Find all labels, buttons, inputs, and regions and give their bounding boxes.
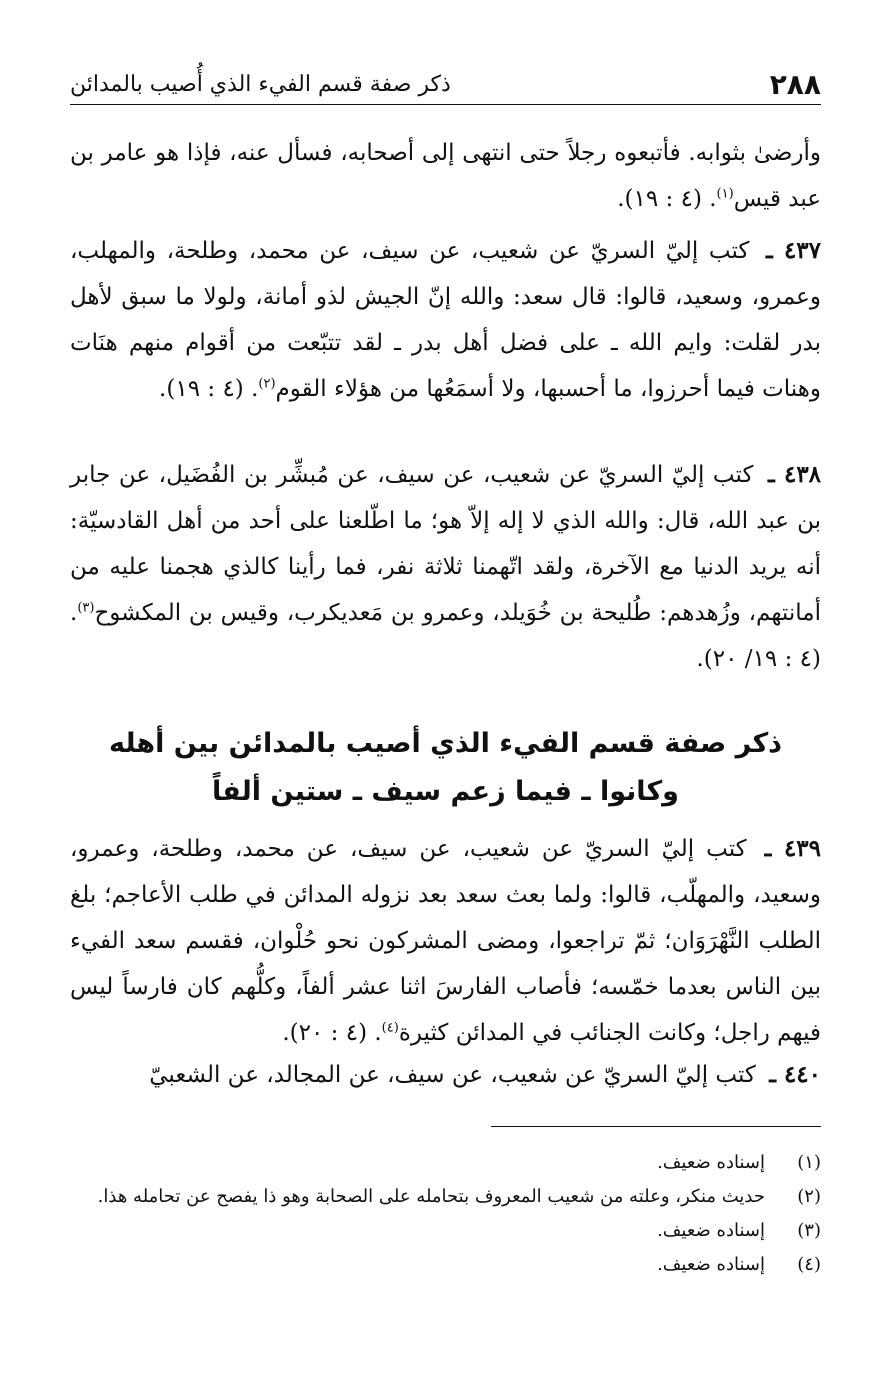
paragraph-437 <box>70 228 821 412</box>
paragraph-ref: . (٤ : ١٩). <box>159 376 259 402</box>
footnote-divider <box>491 1126 821 1127</box>
footnote-item <box>70 1182 821 1212</box>
paragraph-ref: . (٤ : ٢٠). <box>282 1020 382 1046</box>
footnote-mark: (٢) <box>797 1186 821 1207</box>
paragraph-number: ٤٤٠ ـ <box>769 1061 821 1088</box>
section-heading: ذكر صفة قسم الفيء الذي أصيب بالمدائن بين أهله وكانوا ـ فيما زعم سيف ـ ستين ألفاً <box>108 728 783 807</box>
paragraph-ref: . (٤ : ١٩/ ٢٠). <box>70 600 821 672</box>
footnote-mark: (١) <box>797 1152 821 1173</box>
paragraph-440 <box>70 1052 821 1098</box>
paragraph-number: ٤٣٧ ـ <box>765 237 821 264</box>
paragraph-number: ٤٣٨ ـ <box>767 461 822 488</box>
running-title: ذكر صفة قسم الفيء الذي أُصيب بالمدائن <box>70 72 451 97</box>
footnote-text: إسناده ضعيف. <box>657 1220 765 1241</box>
footnote-ref: (٢) <box>258 376 276 392</box>
page-number: ٢٨٨ <box>769 68 821 101</box>
paragraph-439 <box>70 826 821 1056</box>
footnote-item <box>70 1216 821 1246</box>
footnote-item <box>70 1250 821 1280</box>
paragraph-438 <box>70 452 821 682</box>
footnotes <box>70 1148 821 1284</box>
footnote-text: حديث منكر، وعلته من شعيب المعروف بتحامله على الصحابة وهو ذا يفصح عن تحامله هذا. <box>97 1186 765 1207</box>
footnote-ref: (١) <box>716 186 734 202</box>
intro-paragraph <box>70 130 821 222</box>
footnote-text: إسناده ضعيف. <box>657 1152 765 1173</box>
section-heading-block <box>70 720 821 816</box>
footnote-item <box>70 1148 821 1178</box>
paragraph-number: ٤٣٩ ـ <box>764 835 822 862</box>
intro-ref: . (٤ : ١٩). <box>617 186 717 212</box>
footnote-ref: (٤) <box>381 1020 399 1036</box>
intro-text: وأرضىٰ بثوابه. فأتبعوه رجلاً حتى انتهى إلى أصحابه، فسأل عنه، فإذا هو عامر بن عبد قيس <box>70 140 821 212</box>
footnote-mark: (٣) <box>797 1220 821 1241</box>
footnote-ref: (٣) <box>77 600 95 616</box>
paragraph-text: كتب إليّ السريّ عن شعيب، عن سيف، عن محمد، وطلحة، وعمرو، وسعيد، والمهلّب، قالوا: ولما بعث سعد بعد نزوله المدائن في طلب الأعاجم؛ بلغ الطلب النَّهْرَوَان؛ ثمّ تراجعوا، ومضى المشركون نحو حُلْوان، فقسم سعد الفيء بين الناس بعدما خمّسه؛ فأصاب الفارسَ اثنا عشر ألفاً، وكلُّهم كان فارساً ليس فيهم راجل؛ وكانت الجنائب في المدائن كثيرة <box>70 836 821 1046</box>
paragraph-text: كتب إليّ السريّ عن شعيب، عن سيف، عن المجالد، عن الشعبيّ <box>149 1062 756 1088</box>
page-header <box>70 60 821 105</box>
paragraph-text: كتب إليّ السريّ عن شعيب، عن سيف، عن مُبشِّر بن الفُضَيل، عن جابر بن عبد الله، قال: والله الذي لا إله إلاّ هو؛ ما اطّلعنا على أحد من أهل القادسيّة: أنه يريد الدنيا مع الآخرة، ولقد اتّهمنا ثلاثة نفر، فما رأينا كالذي هجمنا عليه من أمانتهم، وزُهدهم: طُليحة بن خُوَيلد، وعمرو بن مَعديكرب، وقيس بن المكشوح <box>70 462 821 626</box>
paragraph-text: كتب إليّ السريّ عن شعيب، عن سيف، عن محمد، وطلحة، والمهلب، وعمرو، وسعيد، قالوا: قال سعد: والله إنّ الجيش لذو أمانة، ولولا ما سبق لأهل بدر لقلت: وايم الله ـ على فضل أهل بدر ـ لقد تتبّعت من أقوام منهم هنَات وهنات فيما أحرزوا، ما أحسبها، ولا أسمَعُها من هؤلاء القوم <box>70 238 821 402</box>
footnote-text: إسناده ضعيف. <box>657 1254 765 1275</box>
footnote-mark: (٤) <box>797 1254 821 1275</box>
